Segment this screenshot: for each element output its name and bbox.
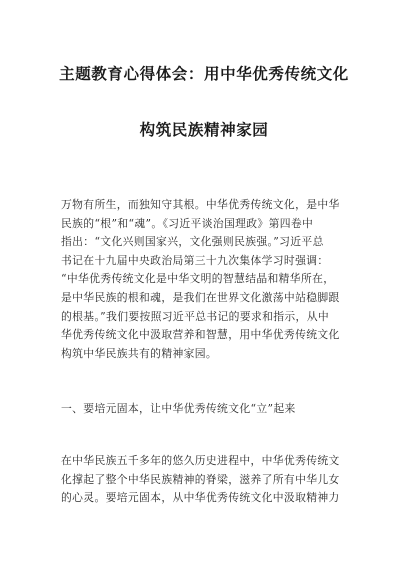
paragraph-line: 是中华民族的根和魂，是我们在世界文化激荡中站稳脚跟 [61, 290, 340, 304]
paragraph-line: 万物有所生，而独知守其根。中华优秀传统文化，是中华 [61, 198, 340, 211]
paragraph-intro [61, 196, 351, 363]
paragraph-line: 的根基。”我们要按照习近平总书记的要求和指示，从中 [61, 309, 329, 323]
paragraph-line: 指出：“文化兴则国家兴，文化强则民族强。”习近平总 [61, 235, 324, 249]
paragraph-line: 构筑中华民族共有的精神家园。 [61, 346, 218, 360]
paragraph-line: “中华优秀传统文化是中华文明的智慧结晶和精华所在， [61, 272, 335, 286]
paragraph-line: 在中华民族五千多年的悠久历史进程中，中华优秀传统文 [61, 454, 340, 467]
paragraph-line: 化撑起了整个中华民族精神的脊梁，滋养了所有中华儿女 [61, 472, 340, 486]
paragraph-line: 华优秀传统文化中汲取营养和智慧，用中华优秀传统文化 [61, 328, 340, 342]
section-heading: 一、要培元固本，让中华优秀传统文化“立”起来 [61, 402, 296, 415]
paragraph-line: 的心灵。要培元固本，从中华优秀传统文化中汲取精神力 [61, 491, 340, 505]
document-title-line-2: 构筑民族精神家园 [139, 121, 269, 139]
paragraph-section-1 [61, 452, 351, 508]
paragraph-line: 书记在十九届中央政治局第三十九次集体学习时强调： [61, 253, 329, 267]
document-title-line-1: 主题教育心得体会：用中华优秀传统文化 [59, 65, 349, 83]
paragraph-line: 民族的“根”和“魂”。《习近平谈治国理政》第四卷中 [61, 216, 314, 230]
